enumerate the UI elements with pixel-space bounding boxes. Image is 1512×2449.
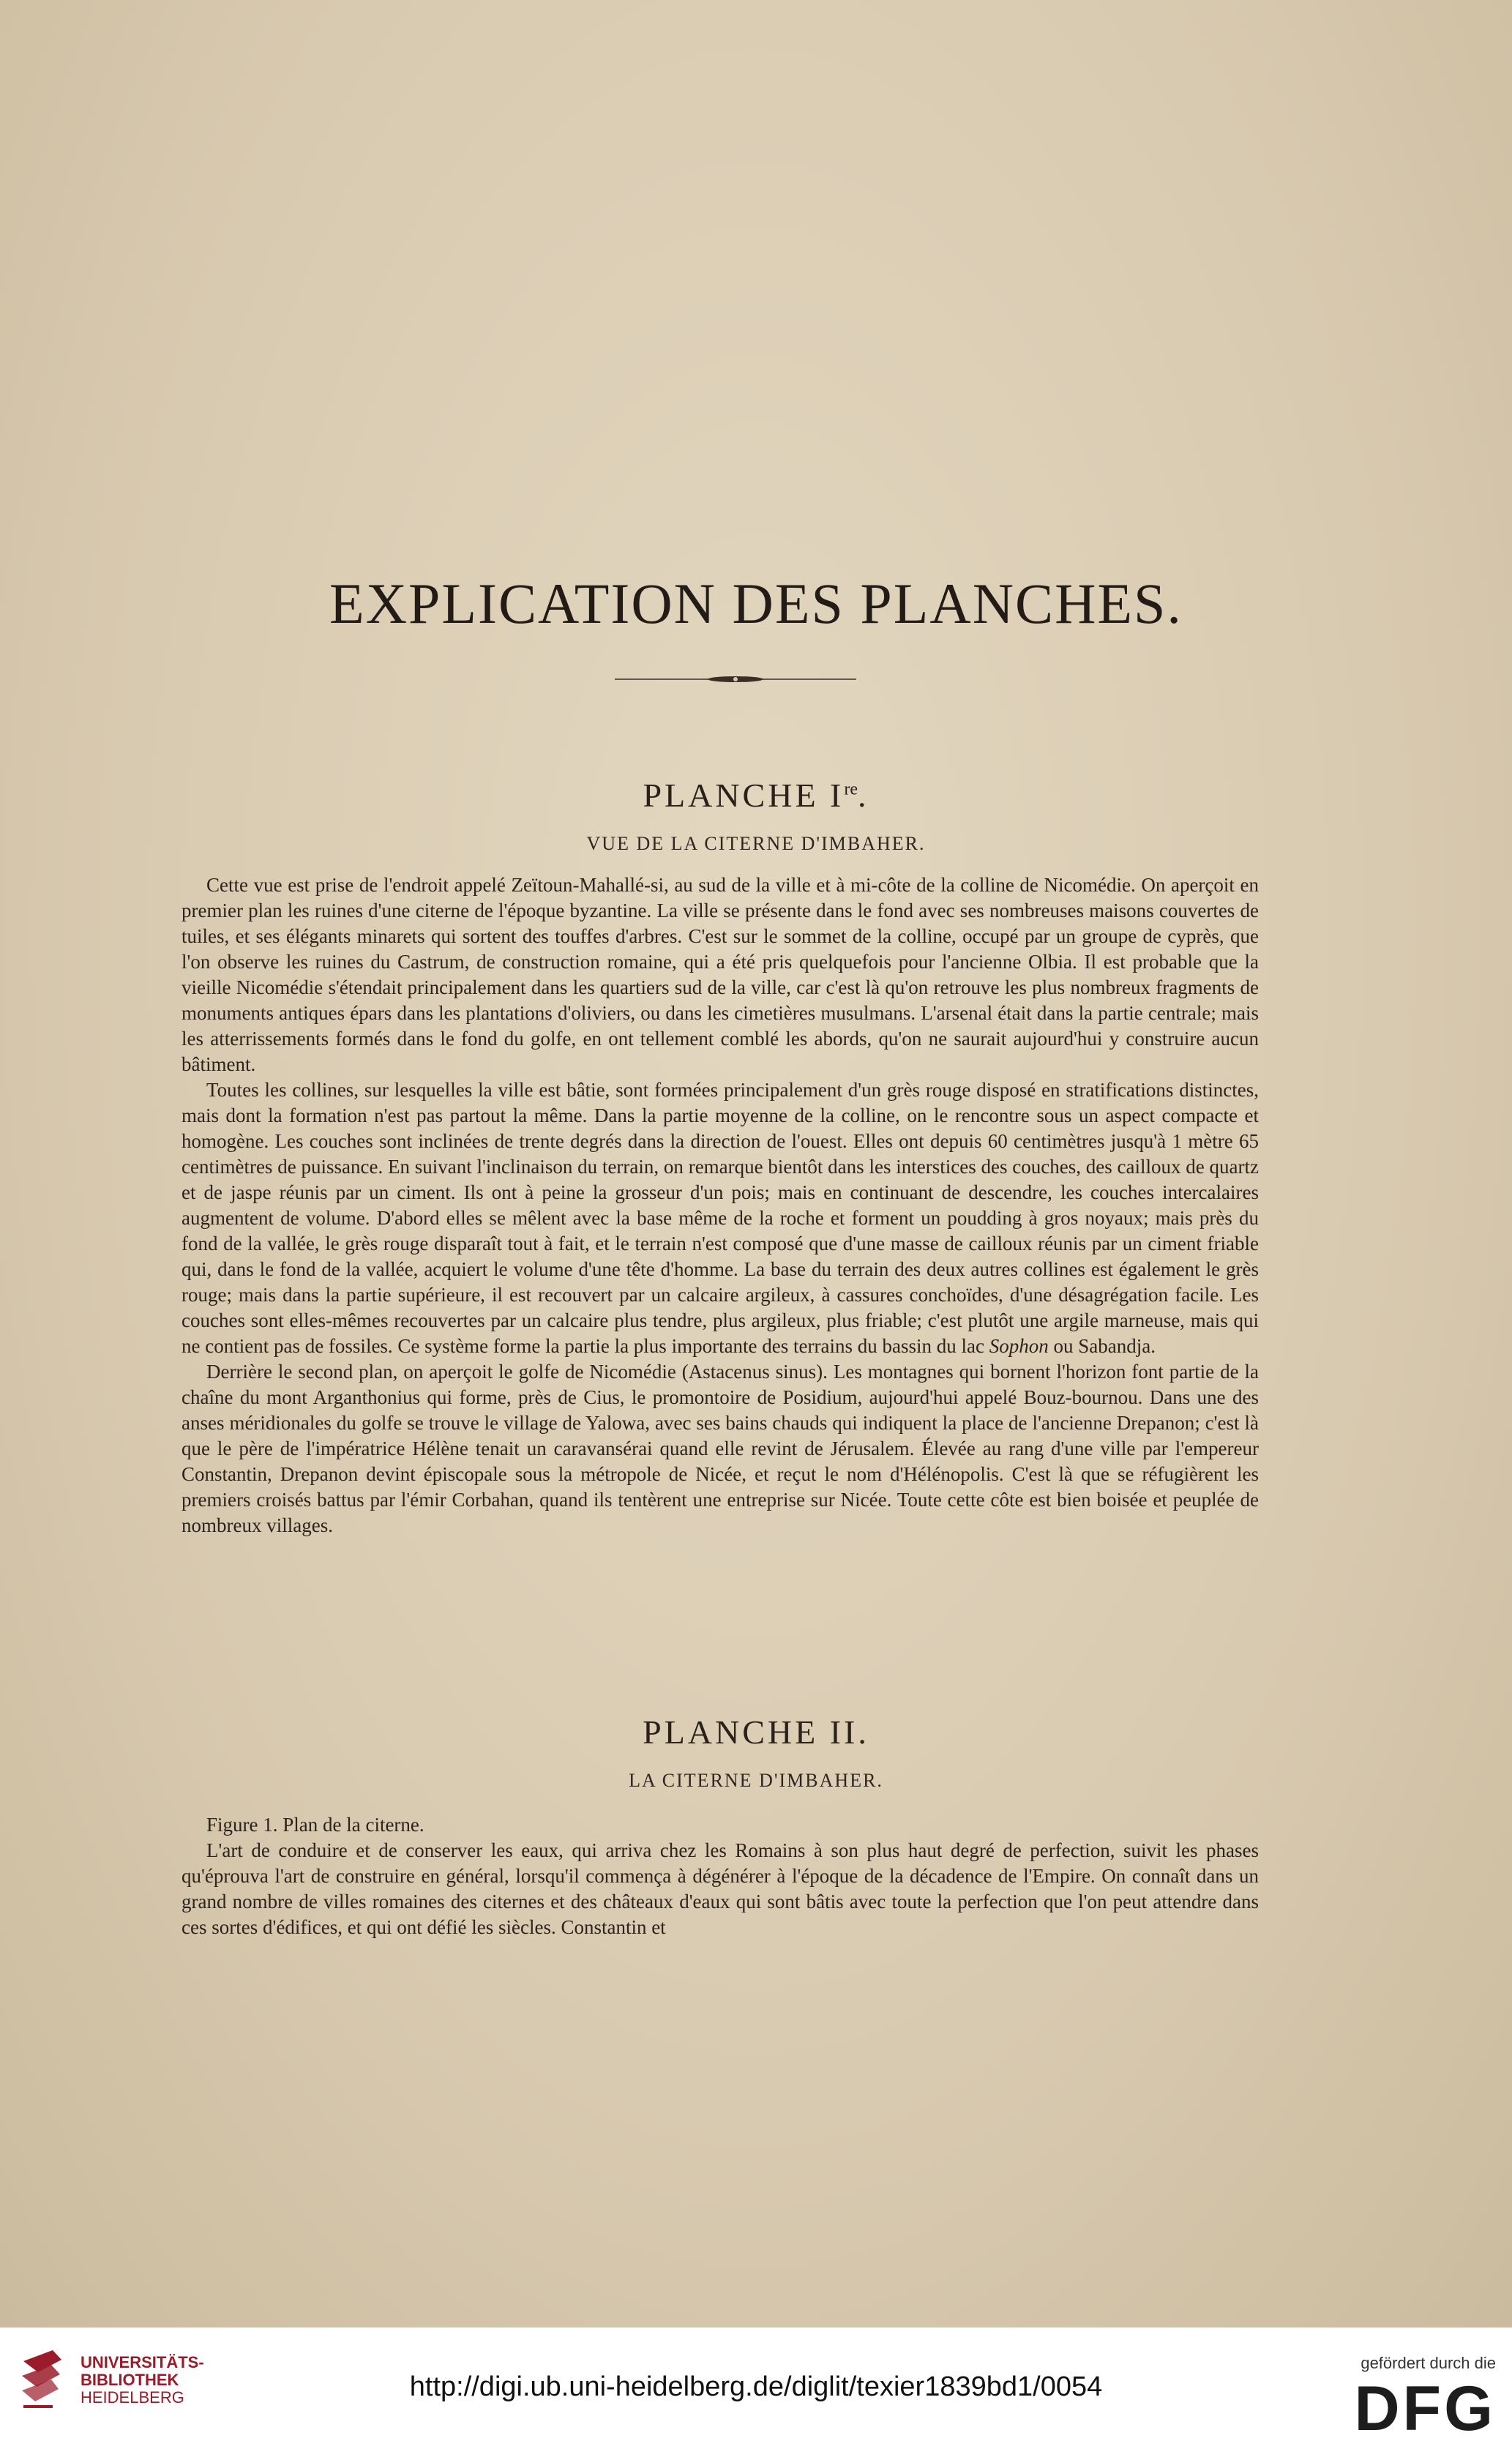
paragraph: L'art de conduire et de conserver les eaux, qui arriva chez les Romains à son plus haut degré de perfection, suivit les phases qu'éprouva l'art de construire en général, lorsqu'il commença à dégénérer à l'époque de la décadence de l'Empire. On connaît dans un grand nombre de villes romaines des citernes et des châteaux d'eaux qui sont bâtis avec toute la perfection que l'on peut attendre dans ces sortes d'édifices, et qui ont défié les siècles. Constantin et bbox=[181, 1839, 1259, 1938]
italic-place-name: Sophon bbox=[989, 1335, 1049, 1357]
figure-caption: Figure 1. Plan de la citerne. bbox=[206, 1814, 424, 1836]
plate-1-heading: PLANCHE Ire. bbox=[643, 777, 869, 814]
source-url-link[interactable]: http://digi.ub.uni-heidelberg.de/diglit/texier1839bd1/0054 bbox=[409, 2371, 1103, 2402]
page-title: EXPLICATION DES PLANCHES. bbox=[329, 572, 1183, 635]
plate-2-subtitle: LA CITERNE D'IMBAHER. bbox=[629, 1770, 883, 1791]
dfg-logo[interactable]: DFG bbox=[1354, 2374, 1496, 2444]
plate-1-subtitle: VUE DE LA CITERNE D'IMBAHER. bbox=[586, 833, 926, 854]
paragraph: Toutes les collines, sur lesquelles la ville est bâtie, sont formées principalement d'un grès rouge disposé en stratifications distinctes, mais dont la formation n'est pas partout la même. Dans la partie moyenne de la colline, on le rencontre sous un aspect compacte et homogène. Les couches sont inclinées de trente degrés dans la direction de l'ouest. Elles ont depuis 60 centimètres jusqu'à 1 mètre 65 centimètres de puissance. En suivant l'inclinaison du terrain, on remarque bientôt dans les interstices des couches, des cailloux de quartz et de jaspe réunis par un ciment. Ils ont à peine la grosseur d'un pois; mais en continuant de descendre, les couches intercalaires augmentent de volume. D'abord elles se mêlent avec la base même de la roche et forment un poudding à gros noyaux; mais près du fond de la vallée, le grès rouge disparaît tout à fait, et le terrain n'est composé que d'une masse de cailloux réunis par un ciment friable qui, dans le fond de la vallée, acquiert le volume d'une tête d'homme. La base du terrain des deux autres collines est également le grès rouge; mais dans la partie supérieure, il est recouvert par un calcaire argileux, à cassures conchoïdes, d'une désagrégation facile. Les couches sont elles-mêmes recouvertes par un calcaire plus tendre, plus argileux, plus friable; c'est plutôt une argile marneuse, mais qui ne contient pas de fossiles. Ce système forme la partie la plus importante des terrains du bassin du lac Sophon ou Sabandja. bbox=[181, 1079, 1259, 1357]
funding-label: gefördert durch die bbox=[1361, 2354, 1496, 2372]
paragraph: Derrière le second plan, on aperçoit le golfe de Nicomédie (Astacenus sinus). Les montagnes qui bornent l'horizon font partie de la chaîne du mont Arganthonius qui forme, près de Cius, le promontoire de Posidium, aujourd'hui appelé Bouz-bournou. Dans une des anses méridionales du golfe se trouve le village de Yalowa, avec ses bains chauds qui indiquent la place de l'ancienne Drepanon; c'est là que le père de l'impératrice Hélène tenait un caravansérai quand elle revint de Jérusalem. Élevée au rang d'une ville par l'empereur Constantin, Drepanon devint épiscopale sous la métropole de Nicée, et reçut le nom d'Hélénopolis. C'est là que se réfugièrent les premiers croisés battus par l'émir Corbahan, quand ils tentèrent une entreprise sur Nicée. Toute cette côte est bien boisée et peuplée de nombreux villages. bbox=[181, 1361, 1259, 1536]
library-name[interactable]: UNIVERSITÄTS- BIBLIOTHEK HEIDELBERG bbox=[81, 2353, 204, 2407]
paragraph: Cette vue est prise de l'endroit appelé Zeïtoun-Mahallé-si, au sud de la ville et à mi-côte de la colline de Nicomédie. On aperçoit en premier plan les ruines d'une citerne de l'époque byzantine. La ville se présente dans le fond avec ses nombreuses maisons couvertes de tuiles, et ses élégants minarets qui sortent des touffes d'arbres. C'est sur le sommet de la colline, occupé par un groupe de cyprès, que l'on observe les ruines du Castrum, de construction romaine, qui a été pris quelquefois pour l'ancienne Olbia. Il est probable que la vieille Nicomédie s'étendait principalement dans les quartiers sud de la ville, car c'est là qu'on retrouve les plus nombreux fragments de monuments antiques épars dans les plantations d'oliviers, ou dans les cimetières musulmans. L'arsenal était dans la partie centrale; mais les atterrissements formés dans le fond du golfe, en ont tellement comblé les abords, qu'on ne saurait aujourd'hui y construire aucun bâtiment. bbox=[181, 874, 1259, 1075]
decorative-rule bbox=[615, 675, 856, 684]
plate-1-text bbox=[181, 872, 1259, 1538]
plate-2-heading: PLANCHE II. bbox=[643, 1713, 869, 1751]
plate-2-text bbox=[181, 1812, 1259, 1940]
